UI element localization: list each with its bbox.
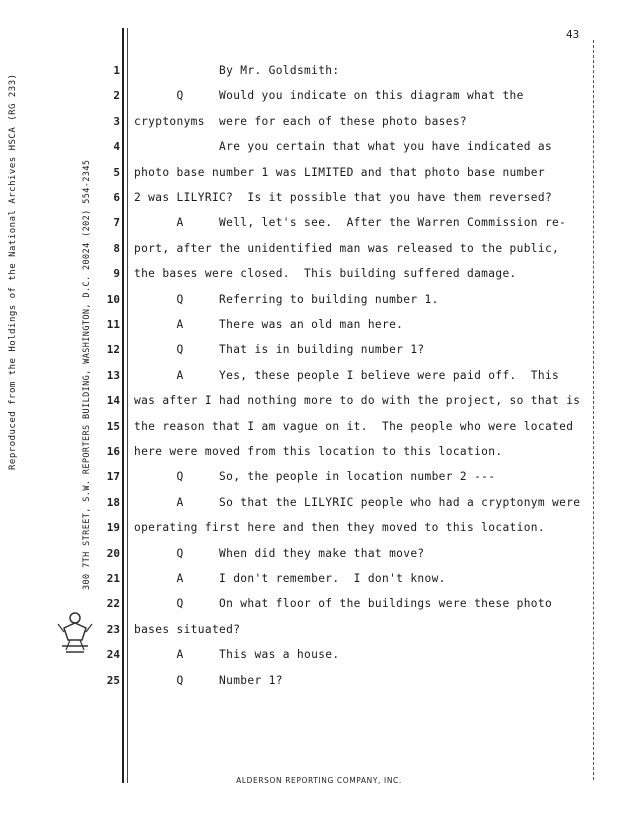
transcript-line: Q That is in building number 1? xyxy=(134,343,425,356)
right-margin-rule xyxy=(593,40,594,780)
transcript-line: here were moved from this location to this location. xyxy=(134,445,503,458)
transcript-line: the bases were closed. This building suffered damage. xyxy=(134,267,517,280)
line-number: 4 xyxy=(113,140,120,153)
transcript-line: Are you certain that what you have indicated as xyxy=(134,140,553,153)
line-number: 3 xyxy=(113,115,120,128)
line-number: 17 xyxy=(106,470,120,483)
transcript-line: Q So, the people in location number 2 --- xyxy=(134,470,496,483)
line-number: 12 xyxy=(106,343,120,356)
transcript-line: operating first here and then they moved to this location. xyxy=(134,521,545,534)
line-number: 11 xyxy=(106,318,120,331)
line-number: 14 xyxy=(106,394,120,407)
transcript-line: A I don't remember. I don't know. xyxy=(134,572,446,585)
line-number: 25 xyxy=(106,674,120,687)
line-number: 24 xyxy=(106,648,120,661)
line-number: 8 xyxy=(113,242,120,255)
line-number: 22 xyxy=(106,597,120,610)
reporting-company-footer: ALDERSON REPORTING COMPANY, INC. xyxy=(236,776,402,785)
transcript-line: was after I had nothing more to do with the project, so that is xyxy=(134,394,581,407)
line-number: 23 xyxy=(106,623,120,636)
transcript-line: Q Number 1? xyxy=(134,674,283,687)
transcript-line: port, after the unidentified man was released to the public, xyxy=(134,242,560,255)
transcript-line: Q When did they make that move? xyxy=(134,547,425,560)
line-number: 6 xyxy=(113,191,120,204)
transcript-line: A Well, let's see. After the Warren Commission re- xyxy=(134,216,567,229)
line-number: 1 xyxy=(113,64,120,77)
transcript-line: By Mr. Goldsmith: xyxy=(134,64,340,77)
transcript-line: 2 was LILYRIC? Is it possible that you have them reversed? xyxy=(134,191,553,204)
left-margin-rule xyxy=(122,28,124,783)
transcript-line: Q Would you indicate on this diagram what the xyxy=(134,89,524,102)
transcript-line: the reason that I am vague on it. The people who were located xyxy=(134,420,574,433)
transcript-line: A So that the LILYRIC people who had a cryptonym were xyxy=(134,496,581,509)
transcript-line: bases situated? xyxy=(134,623,241,636)
reporter-seal-icon xyxy=(54,606,96,656)
transcript-line: A There was an old man here. xyxy=(134,318,404,331)
line-number: 20 xyxy=(106,547,120,560)
transcript-line: cryptonyms were for each of these photo bases? xyxy=(134,115,468,128)
line-number: 18 xyxy=(106,496,120,509)
line-number: 2 xyxy=(113,89,120,102)
line-number: 21 xyxy=(106,572,120,585)
line-number: 16 xyxy=(106,445,120,458)
line-number: 10 xyxy=(106,293,120,306)
transcript-line: photo base number 1 was LIMITED and that photo base number xyxy=(134,166,545,179)
reporter-address-side-note: 300 7TH STREET, S.W. REPORTERS BUILDING, WASHINGTON, D.C. 20024 (202) 554-2345 xyxy=(82,159,92,590)
archive-side-note: Reproduced from the Holdings of the National Archives HSCA (RG 233) xyxy=(8,73,18,470)
line-number: 15 xyxy=(106,420,120,433)
page-number: 43 xyxy=(566,28,580,41)
line-number: 19 xyxy=(106,521,120,534)
transcript-line: Q Referring to building number 1. xyxy=(134,293,439,306)
left-margin-rule-inner xyxy=(127,28,128,783)
transcript-line: A Yes, these people I believe were paid off. This xyxy=(134,369,560,382)
line-number: 9 xyxy=(113,267,120,280)
line-number: 13 xyxy=(106,369,120,382)
line-number: 5 xyxy=(113,166,120,179)
transcript-line: A This was a house. xyxy=(134,648,340,661)
transcript-line: Q On what floor of the buildings were these photo xyxy=(134,597,553,610)
line-number: 7 xyxy=(113,216,120,229)
